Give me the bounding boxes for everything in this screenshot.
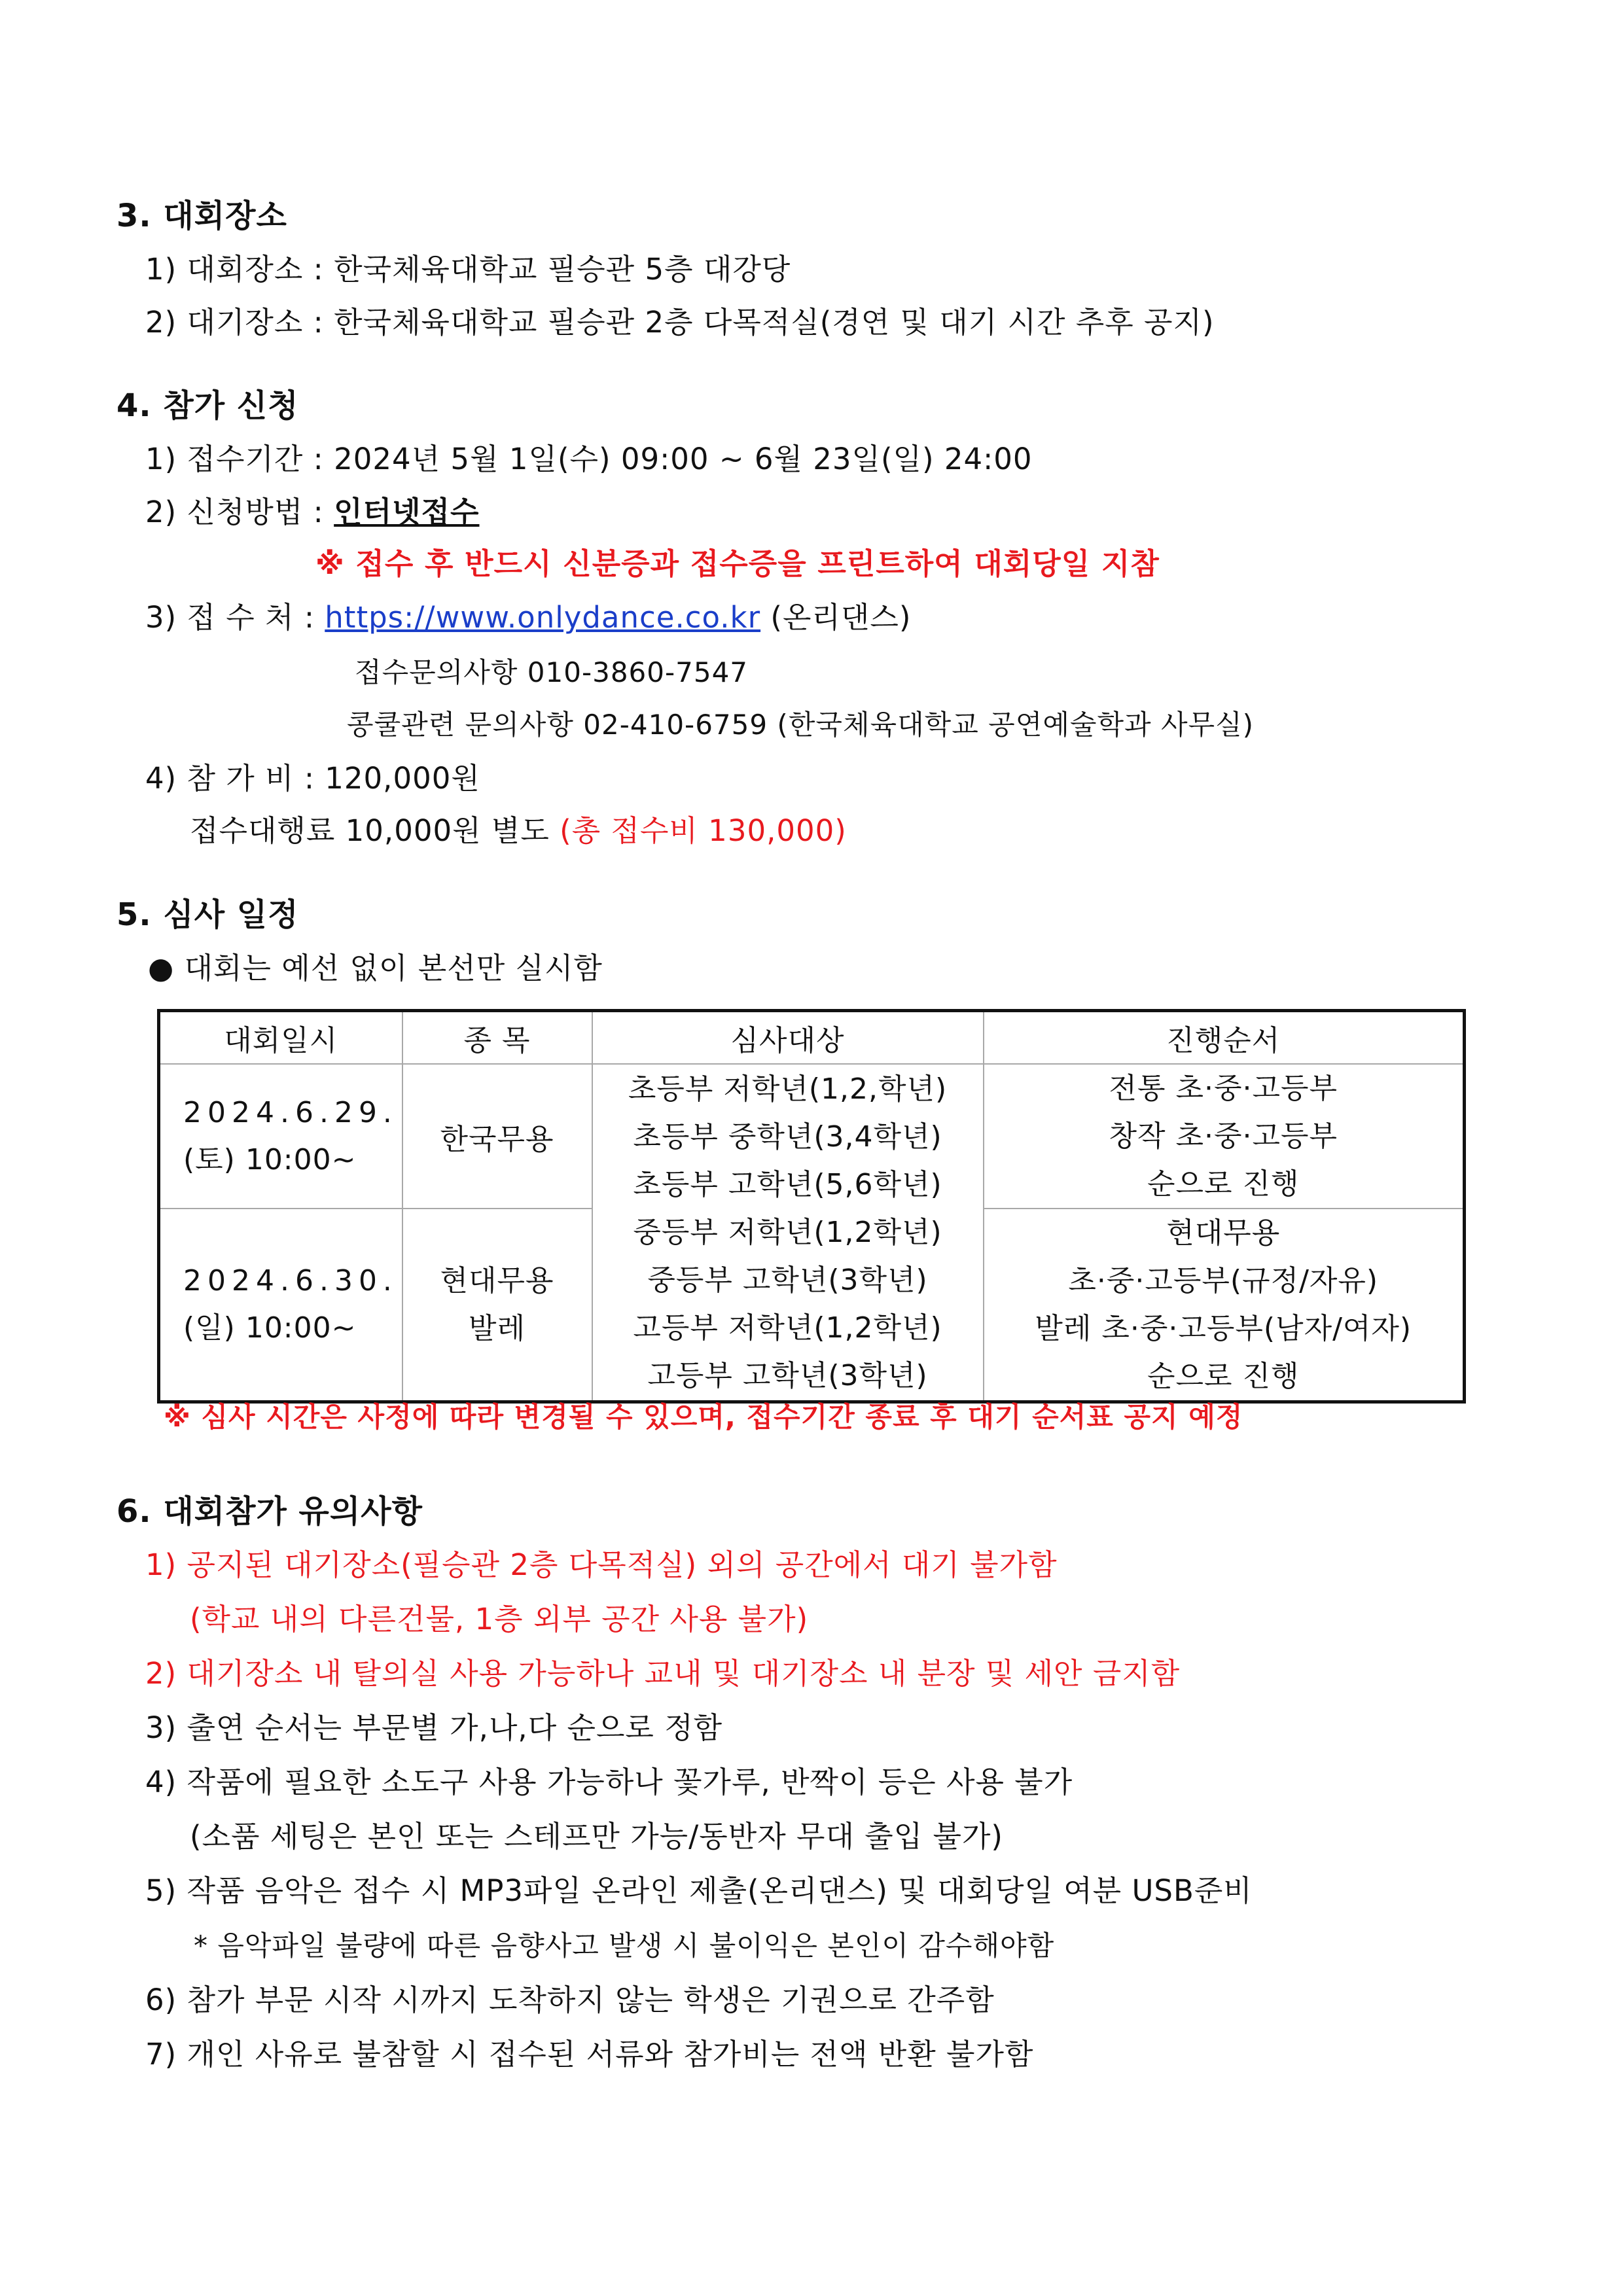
agency-fee [190, 811, 847, 851]
contact-application: 접수문의사항 010-3860-7547 [355, 656, 749, 688]
order-item: 전통 초·중·고등부 [1109, 1072, 1338, 1105]
section-3-title: 3. 대회장소 [116, 198, 287, 234]
target-item: 초등부 고학년(5,6학년) [633, 1168, 942, 1201]
caution-item: (학교 내의 다른건물, 1층 외부 공간 사용 불가) [190, 1602, 809, 1636]
target-item: 중등부 고학년(3학년) [647, 1263, 928, 1297]
participation-fee: 4) 참 가 비 : 120,000원 [145, 761, 480, 796]
day2-event-modern: 현대무용 [440, 1264, 554, 1298]
order-item: 창작 초·중·고등부 [1109, 1120, 1338, 1153]
application-method-value: 인터넷접수 [334, 495, 480, 529]
target-item: 중등부 저학년(1,2학년) [633, 1216, 942, 1249]
total-fee: (총 접수비 130,000) [560, 813, 847, 848]
order-item: 현대무용 [1166, 1216, 1281, 1250]
day1-event: 한국무용 [402, 1064, 592, 1209]
day2-order [984, 1209, 1465, 1402]
caution-item: (소품 세팅은 본인 또는 스테프만 가능/동반자 무대 출입 불가) [190, 1819, 1003, 1854]
contact-competition: 콩쿨관련 문의사항 02-410-6759 (한국체육대학교 공연예술학과 사무실) [347, 709, 1255, 741]
caution-item: 4) 작품에 필요한 소도구 사용 가능하나 꽃가루, 반짝이 등은 사용 불가 [145, 1765, 1073, 1799]
application-place-label: 3) 접 수 처 : [145, 600, 325, 635]
day2-date: 2024.6.30. [183, 1264, 398, 1298]
table-row-day1 [159, 1064, 1465, 1209]
target-list [592, 1064, 984, 1402]
header-date: 대회일시 [159, 1011, 402, 1065]
onlydance-link[interactable]: https://www.onlydance.co.kr [325, 600, 761, 635]
application-method-label: 2) 신청방법 : [145, 495, 334, 529]
day1-time: (토) 10:00~ [183, 1142, 357, 1176]
caution-item: 3) 출연 순서는 부문별 가,나,다 순으로 정함 [145, 1710, 723, 1745]
application-period: 1) 접수기간 : 2024년 5월 1일(수) 09:00 ~ 6월 23일(일) 24:00 [145, 442, 1033, 476]
venue-main: 1) 대회장소 : 한국체육대학교 필승관 5층 대강당 [145, 252, 791, 287]
header-target: 심사대상 [592, 1011, 984, 1065]
venue-waiting: 2) 대기장소 : 한국체육대학교 필승관 2층 다목적실(경연 및 대기 시간 추후 공지) [145, 305, 1215, 340]
target-item: 고등부 고학년(3학년) [647, 1359, 928, 1392]
order-item: 발레 초·중·고등부(남자/여자) [1035, 1312, 1412, 1345]
caution-item: 2) 대기장소 내 탈의실 사용 가능하나 교내 및 대기장소 내 분장 및 세안 금지함 [145, 1656, 1181, 1691]
order-item: 순으로 진행 [1147, 1167, 1300, 1201]
caution-item: 7) 개인 사유로 불참할 시 접수된 서류와 참가비는 전액 반환 불가함 [145, 2037, 1034, 2072]
schedule-notice: ※ 심사 시간은 사정에 따라 변경될 수 있으며, 접수기간 종료 후 대기 순서표 공지 예정 [164, 1401, 1243, 1433]
target-item: 초등부 저학년(1,2,학년) [628, 1072, 948, 1106]
caution-item: 6) 참가 부문 시작 시까지 도착하지 않는 학생은 기권으로 간주함 [145, 1983, 995, 2017]
section-5-title: 5. 심사 일정 [116, 896, 299, 933]
target-item: 고등부 저학년(1,2학년) [633, 1311, 942, 1345]
application-place-suffix: (온리댄스) [760, 600, 912, 635]
header-event: 종 목 [402, 1011, 592, 1065]
schedule-bullet: ● 대회는 예선 없이 본선만 실시함 [148, 951, 603, 985]
table-header-row [159, 1011, 1465, 1065]
day2-event-ballet: 발레 [468, 1312, 526, 1345]
day2-time: (일) 10:00~ [183, 1311, 357, 1345]
order-item: 순으로 진행 [1147, 1360, 1300, 1393]
day2-event [402, 1209, 592, 1402]
caution-item: * 음악파일 불량에 따른 음향사고 발생 시 불이익은 본인이 감수해야함 [194, 1930, 1055, 1962]
day2-datetime [159, 1209, 402, 1402]
section-4-title: 4. 참가 신청 [116, 387, 299, 424]
header-order: 진행순서 [984, 1011, 1465, 1065]
agency-fee-text: 접수대행료 10,000원 별도 [190, 813, 560, 848]
application-notice: ※ 접수 후 반드시 신분증과 접수증을 프린트하여 대회당일 지참 [315, 546, 1160, 581]
caution-item: 1) 공지된 대기장소(필승관 2층 다목적실) 외의 공간에서 대기 불가함 [145, 1547, 1058, 1582]
schedule-table [157, 1009, 1466, 1404]
application-method [145, 493, 480, 532]
day1-datetime [159, 1064, 402, 1209]
day1-date: 2024.6.29. [183, 1095, 398, 1129]
target-item: 초등부 중학년(3,4학년) [633, 1120, 942, 1154]
caution-item: 5) 작품 음악은 접수 시 MP3파일 온라인 제출(온리댄스) 및 대회당일 여분 USB준비 [145, 1873, 1253, 1908]
section-6-title: 6. 대회참가 유의사항 [116, 1493, 423, 1530]
day1-order [984, 1064, 1465, 1209]
application-place [145, 598, 911, 637]
order-item: 초·중·고등부(규정/자유) [1068, 1264, 1379, 1298]
